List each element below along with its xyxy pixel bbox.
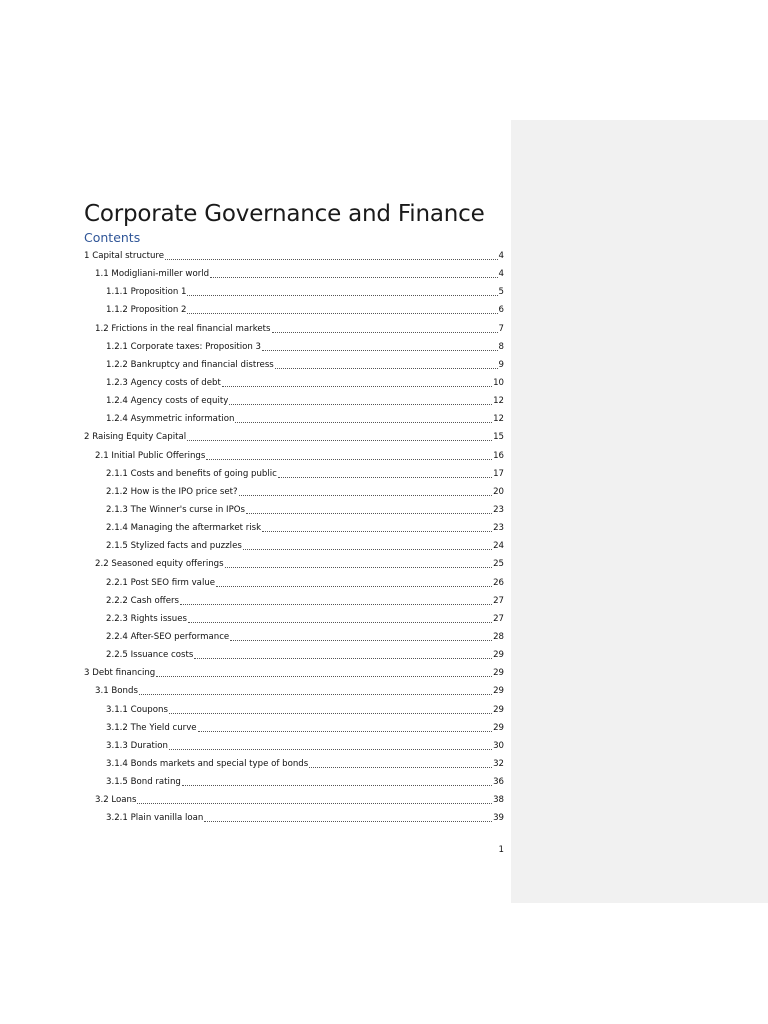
toc-dot-leader (272, 331, 498, 333)
toc-entry[interactable] (84, 809, 504, 827)
toc-entry[interactable] (84, 374, 504, 392)
toc-dot-leader (210, 276, 497, 278)
toc-entry-title: 3.1.5 Bond rating (106, 777, 181, 788)
toc-entry-page-number: 25 (493, 559, 504, 570)
toc-entry-page-number: 6 (498, 305, 504, 316)
toc-entry-page-number: 30 (493, 740, 504, 751)
toc-entry-page-number: 23 (493, 505, 504, 516)
toc-entry[interactable] (84, 610, 504, 628)
toc-entry-page-number: 29 (493, 686, 504, 697)
toc-entry[interactable] (84, 791, 504, 809)
toc-entry-title: 1.1.1 Proposition 1 (106, 287, 187, 298)
toc-entry-title: 3.1.2 The Yield curve (106, 722, 197, 733)
toc-entry-page-number: 26 (493, 577, 504, 588)
toc-entry-page-number: 15 (493, 432, 504, 443)
toc-entry[interactable] (84, 338, 504, 356)
toc-entry-title: 3.1.3 Duration (106, 740, 168, 751)
toc-entry-page-number: 17 (493, 468, 504, 479)
toc-entry-page-number: 4 (498, 251, 504, 262)
toc-entry-page-number: 27 (493, 595, 504, 606)
toc-dot-leader (309, 766, 492, 768)
toc-entry-page-number: 20 (493, 486, 504, 497)
toc-entry[interactable] (84, 555, 504, 573)
toc-entry[interactable] (84, 537, 504, 555)
toc-entry-title: 1.2.2 Bankruptcy and financial distress (106, 359, 274, 370)
toc-entry-title: 2.1.5 Stylized facts and puzzles (106, 541, 242, 552)
toc-entry-page-number: 9 (498, 359, 504, 370)
toc-entry-title: 3 Debt financing (84, 668, 156, 679)
toc-entry[interactable] (84, 247, 504, 265)
toc-entry-title: 3.2.1 Plain vanilla loan (106, 813, 204, 824)
toc-entry[interactable] (84, 410, 504, 428)
toc-entry-title: 1.2.4 Agency costs of equity (106, 396, 229, 407)
toc-dot-leader (187, 312, 497, 314)
toc-dot-leader (229, 403, 492, 405)
toc-entry-title: 2.1 Initial Public Offerings (95, 450, 206, 461)
toc-dot-leader (222, 385, 492, 387)
toc-entry-page-number: 29 (493, 668, 504, 679)
toc-entry-page-number: 12 (493, 414, 504, 425)
toc-dot-leader (225, 566, 492, 568)
toc-entry-title: 3.1.1 Coupons (106, 704, 168, 715)
toc-entry[interactable] (84, 356, 504, 374)
toc-entry[interactable] (84, 574, 504, 592)
toc-entry[interactable] (84, 628, 504, 646)
toc-entry-page-number: 32 (493, 759, 504, 769)
toc-dot-leader (262, 530, 492, 532)
toc-entry-page-number: 29 (493, 722, 504, 733)
toc-entry-page-number: 7 (498, 323, 504, 334)
toc-entry-title: 1.2.1 Corporate taxes: Proposition 3 (106, 341, 262, 352)
table-of-contents (84, 247, 504, 828)
toc-dot-leader (188, 621, 492, 623)
toc-dot-leader (169, 748, 492, 750)
toc-dot-leader (169, 712, 492, 714)
toc-entry[interactable] (84, 592, 504, 610)
toc-entry-title: 1.2.4 Asymmetric information (106, 414, 235, 425)
toc-entry[interactable] (84, 737, 504, 755)
toc-entry-page-number: 8 (498, 341, 504, 352)
toc-entry[interactable] (84, 701, 504, 719)
toc-entry[interactable] (84, 664, 504, 682)
toc-dot-leader (156, 675, 492, 677)
toc-dot-leader (182, 784, 492, 786)
toc-dot-leader (235, 421, 492, 423)
toc-dot-leader (180, 603, 492, 605)
toc-entry-title: 3.1.4 Bonds markets and special type of bonds (106, 759, 309, 769)
document-title: Corporate Governance and Finance (84, 201, 485, 228)
toc-entry-page-number: 4 (498, 269, 504, 280)
toc-entry[interactable] (84, 483, 504, 501)
toc-heading: Contents (84, 230, 141, 245)
toc-entry-page-number: 29 (493, 650, 504, 661)
toc-dot-leader (204, 820, 492, 822)
toc-entry-page-number: 29 (493, 704, 504, 715)
page-number: 1 (498, 845, 504, 855)
toc-entry-page-number: 10 (493, 378, 504, 389)
toc-entry[interactable] (84, 320, 504, 338)
toc-dot-leader (246, 512, 492, 514)
toc-entry[interactable] (84, 773, 504, 791)
toc-entry[interactable] (84, 501, 504, 519)
toc-entry-page-number: 5 (498, 287, 504, 298)
toc-entry-page-number: 39 (493, 813, 504, 824)
toc-dot-leader (275, 367, 498, 369)
toc-entry-title: 2.2.1 Post SEO firm value (106, 577, 216, 588)
toc-entry-title: 2 Raising Equity Capital (84, 432, 187, 443)
toc-dot-leader (278, 476, 492, 478)
toc-entry-title: 3.1 Bonds (95, 686, 138, 697)
toc-entry-page-number: 24 (493, 541, 504, 552)
toc-dot-leader (194, 657, 492, 659)
toc-entry-title: 2.1.1 Costs and benefits of going public (106, 468, 277, 479)
toc-entry-page-number: 28 (493, 632, 504, 643)
toc-entry-title: 2.1.3 The Winner's curse in IPOs (106, 505, 246, 516)
toc-dot-leader (187, 439, 492, 441)
toc-entry-title: 1.1 Modigliani-miller world (95, 269, 210, 280)
toc-entry[interactable] (84, 428, 504, 446)
toc-entry-title: 2.2.5 Issuance costs (106, 650, 194, 661)
toc-dot-leader (243, 548, 492, 550)
toc-dot-leader (230, 639, 492, 641)
toc-entry[interactable] (84, 465, 504, 483)
toc-entry-page-number: 36 (493, 777, 504, 788)
toc-entry[interactable] (84, 392, 504, 410)
toc-entry-title: 1.2 Frictions in the real financial markets (95, 323, 271, 334)
toc-dot-leader (216, 585, 492, 587)
toc-entry-title: 1 Capital structure (84, 251, 165, 262)
toc-entry[interactable] (84, 283, 504, 301)
toc-entry-page-number: 23 (493, 523, 504, 534)
toc-dot-leader (139, 693, 492, 695)
toc-dot-leader (262, 349, 498, 351)
toc-dot-leader (239, 494, 493, 496)
toc-entry-title: 2.2.3 Rights issues (106, 613, 187, 624)
toc-entry-title: 2.2 Seasoned equity offerings (95, 559, 224, 570)
toc-dot-leader (206, 458, 492, 460)
toc-entry[interactable] (84, 755, 504, 773)
toc-entry[interactable] (84, 265, 504, 283)
toc-entry-title: 2.2.4 After-SEO performance (106, 632, 230, 643)
comment-pane (511, 120, 768, 903)
toc-entry-page-number: 27 (493, 613, 504, 624)
toc-entry[interactable] (84, 519, 504, 537)
toc-dot-leader (137, 802, 492, 804)
toc-entry[interactable] (84, 646, 504, 664)
toc-entry[interactable] (84, 682, 504, 700)
toc-dot-leader (198, 730, 492, 732)
toc-dot-leader (165, 258, 497, 260)
toc-entry-title: 3.2 Loans (95, 795, 137, 806)
toc-entry-title: 2.2.2 Cash offers (106, 595, 179, 606)
toc-entry-page-number: 12 (493, 396, 504, 407)
toc-entry-page-number: 38 (493, 795, 504, 806)
toc-entry-page-number: 16 (493, 450, 504, 461)
toc-entry[interactable] (84, 301, 504, 319)
toc-entry-title: 2.1.2 How is the IPO price set? (106, 486, 238, 497)
toc-entry[interactable] (84, 447, 504, 465)
toc-entry-title: 2.1.4 Managing the aftermarket risk (106, 523, 262, 534)
toc-dot-leader (187, 294, 497, 296)
toc-entry-title: 1.1.2 Proposition 2 (106, 305, 187, 316)
toc-entry[interactable] (84, 719, 504, 737)
toc-entry-title: 1.2.3 Agency costs of debt (106, 378, 221, 389)
